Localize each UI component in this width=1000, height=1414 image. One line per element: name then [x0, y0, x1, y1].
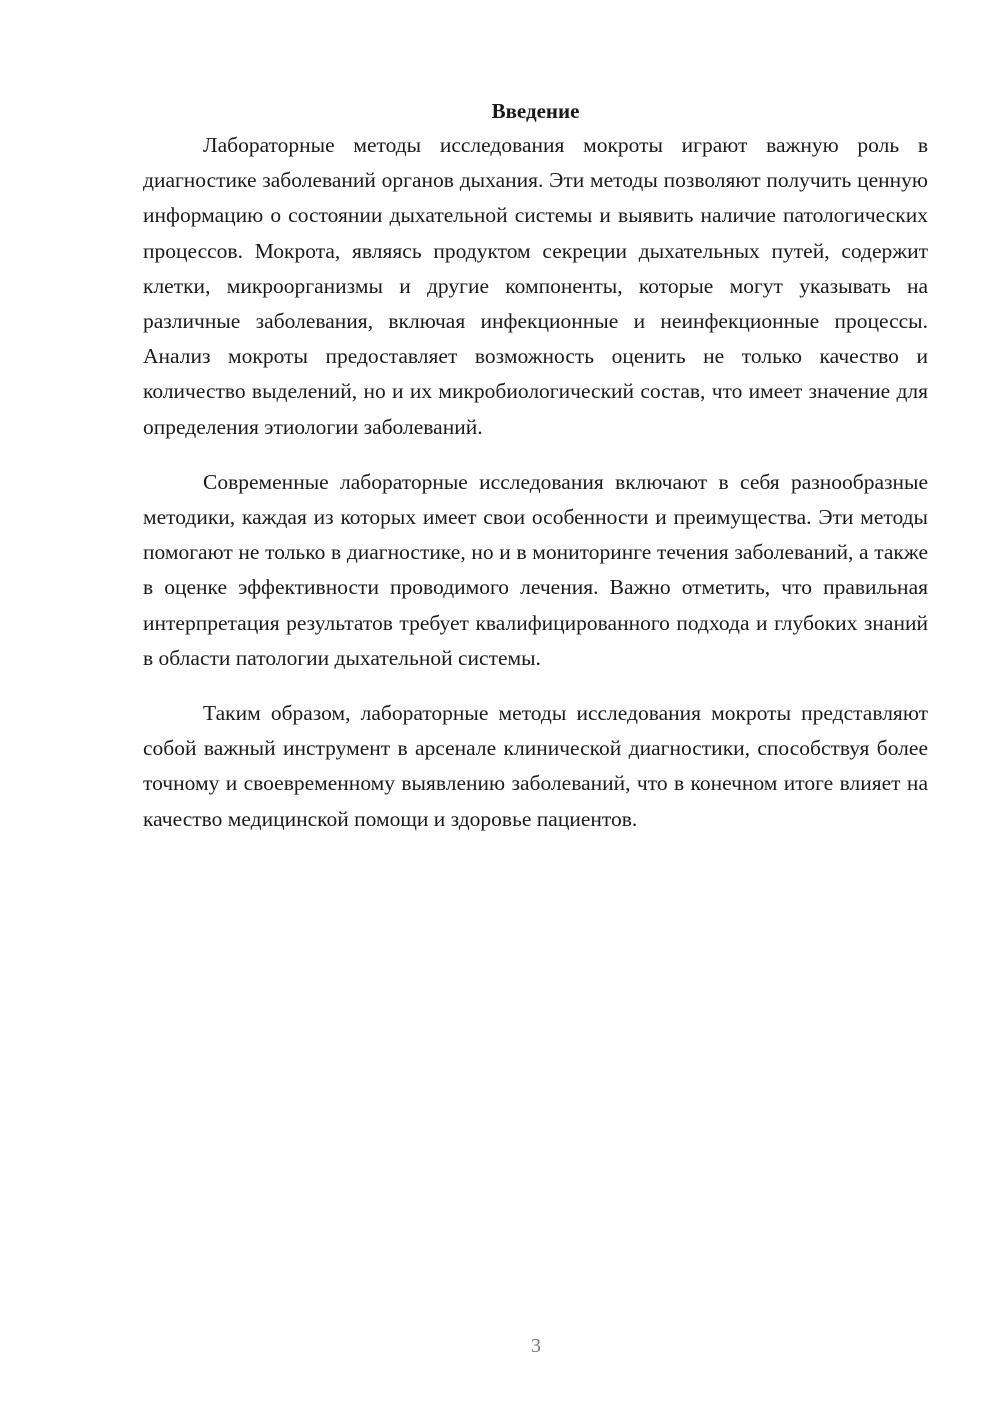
paragraph-2: Современные лабораторные исследования включают в себя разнообразные методики, каждая из которых имеет свои особенности и преимущества. Эти методы помогают не только в диагностике, но и в мониторинге течения заболеваний, а также в оценке эффективности проводимого лечения. Важно отметить, что правильная интерпретация результатов требует квалифицированного подхода и глубоких знаний в области патологии дыхательной системы. [143, 469, 928, 670]
page-number: 3 [531, 1335, 541, 1357]
section-title: Введение [491, 99, 580, 123]
paragraph-3: Таким образом, лабораторные методы исследования мокроты представляют собой важный инструмент в арсенале клинической диагностики, способствуя более точному и своевременному выявлению заболеваний, что в конечном итоге влияет на качество медицинской помощи и здоровье пациентов. [143, 701, 928, 831]
page-content [143, 96, 928, 837]
paragraph-1: Лабораторные методы исследования мокроты играют важную роль в диагностике заболеваний органов дыхания. Эти методы позволяют получить ценную информацию о состоянии дыхательной системы и выявить наличие патологических процессов. Мокрота, являясь продуктом секреции дыхательных путей, содержит клетки, микроорганизмы и другие компоненты, которые могут указывать на различные заболевания, включая инфекционные и неинфекционные процессы. Анализ мокроты предоставляет возможность оценить не только качество и количество выделений, но и их микробиологический состав, что имеет значение для определения этиологии заболеваний. [143, 133, 928, 439]
